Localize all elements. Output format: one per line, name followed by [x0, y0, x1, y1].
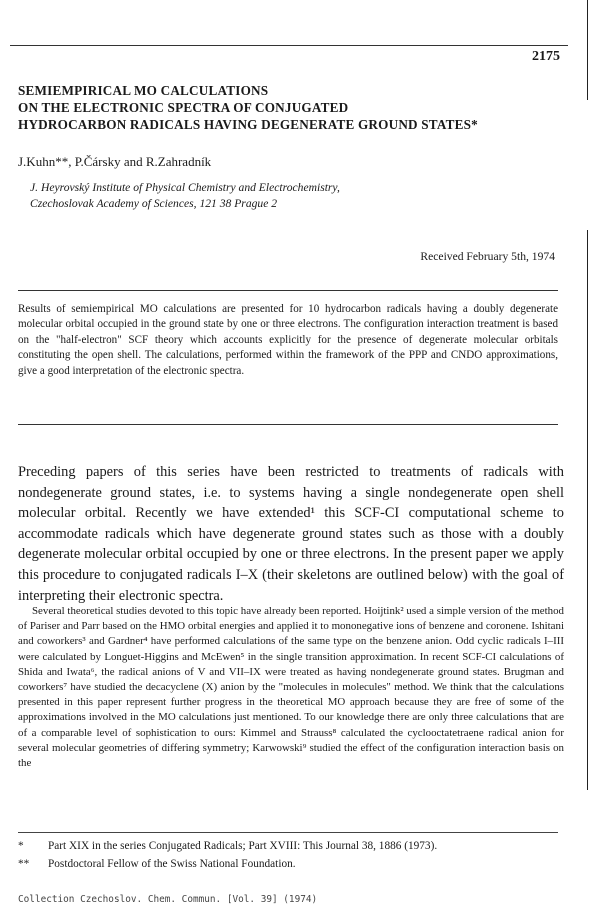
article-title — [18, 82, 578, 133]
affiliation — [30, 180, 340, 212]
footnote-mark: * — [18, 840, 24, 852]
title-line: SEMIEMPIRICAL MO CALCULATIONS — [18, 83, 269, 98]
footnote-text: Part XIX in the series Conjugated Radicals; Part XVIII: This Journal 38, 1886 (1973). — [48, 840, 438, 852]
affiliation-line: J. Heyrovský Institute of Physical Chemistry and Electrochemistry, — [30, 181, 340, 194]
abstract-rule-bottom — [18, 424, 558, 425]
body-paragraph: Several theoretical studies devoted to this topic have already been reported. Hoijtink² used a simple version of the method of Pariser and Parr based on the HMO orbital energies and applied it to mononegative ions of benzene and coronene. Ishitani and coworkers³ and Gardner⁴ have performed calculations of the same type on the benzene anion. Odd cyclic radicals I–III were calculated by Longuet-Higgins and McEwen⁵ in the single transition approximation. In recent SCF-CI calculations of Shida and Iwata⁶, the radical anions of V and VII–IX were treated as having nondegenerate ground states. Brugman and coworkers⁷ have studied the decacyclene (X) anion by the "molecules in molecules" method. We think that the calculations presented in this paper represent further progress in the theoretical MO approach because they are free of some of the approximations involved in the MO calculations just mentioned. To our knowledge there are only three calculations that are of a comparable level of sophistication to ours: Kimmel and Strauss⁸ calculated the cyclooctatetraene radical anion for several molecular geometries of differing symmetry; Karwowski⁹ studied the effect of the configuration interaction basis on the — [18, 605, 564, 770]
footnote — [18, 840, 437, 852]
abstract-rule-top — [18, 290, 558, 291]
authors: J.Kuhn**, P.Čársky and R.Zahradník — [18, 154, 212, 169]
title-line: ON THE ELECTRONIC SPECTRA OF CONJUGATED — [18, 100, 349, 115]
footnote-mark: ** — [18, 858, 30, 870]
footnote-text: Postdoctoral Fellow of the Swiss National Foundation. — [48, 858, 296, 870]
lead-paragraph: Preceding papers of this series have been restricted to treatments of radicals with nondegenerate ground states, i.e. to systems having a single nondegenerate open shell molecular orbital. Recently we have extended¹ this SCF-CI computational scheme to accommodate radicals which have degenerate ground states such as those with a doubly degenerate molecular orbital occupied by one or three electrons. In the present paper we apply this procedure to conjugated radicals I–X (their skeletons are outlined below) with the goal of interpreting their electronic spectra. — [18, 464, 564, 604]
journal-footer: Collection Czechoslov. Chem. Commun. [Vol. 39] (1974) — [18, 894, 318, 905]
margin-rule-lower — [587, 230, 588, 790]
margin-rule-upper — [587, 0, 588, 100]
received-date: Received February 5th, 1974 — [420, 250, 555, 263]
page-number: 2175 — [532, 49, 560, 64]
abstract: Results of semiempirical MO calculations are presented for 10 hydrocarbon radicals having a doubly degenerate molecular orbital occupied in the ground state by one or three electrons. The configuration interaction treatment is based on the "half-electron" SCF theory which accounts explicitly for the presence of degenerate molecular orbitals constituting the open shell. The calculations, performed within the framework of the PPP and CNDO approximations, give a good interpretation of the electronic spectra. — [18, 303, 558, 377]
title-line: HYDROCARBON RADICALS HAVING DEGENERATE GROUND STATES* — [18, 117, 478, 132]
top-rule — [10, 45, 568, 46]
footnote-rule — [18, 832, 558, 833]
footnote — [18, 858, 296, 870]
affiliation-line: Czechoslovak Academy of Sciences, 121 38 Prague 2 — [30, 197, 278, 210]
